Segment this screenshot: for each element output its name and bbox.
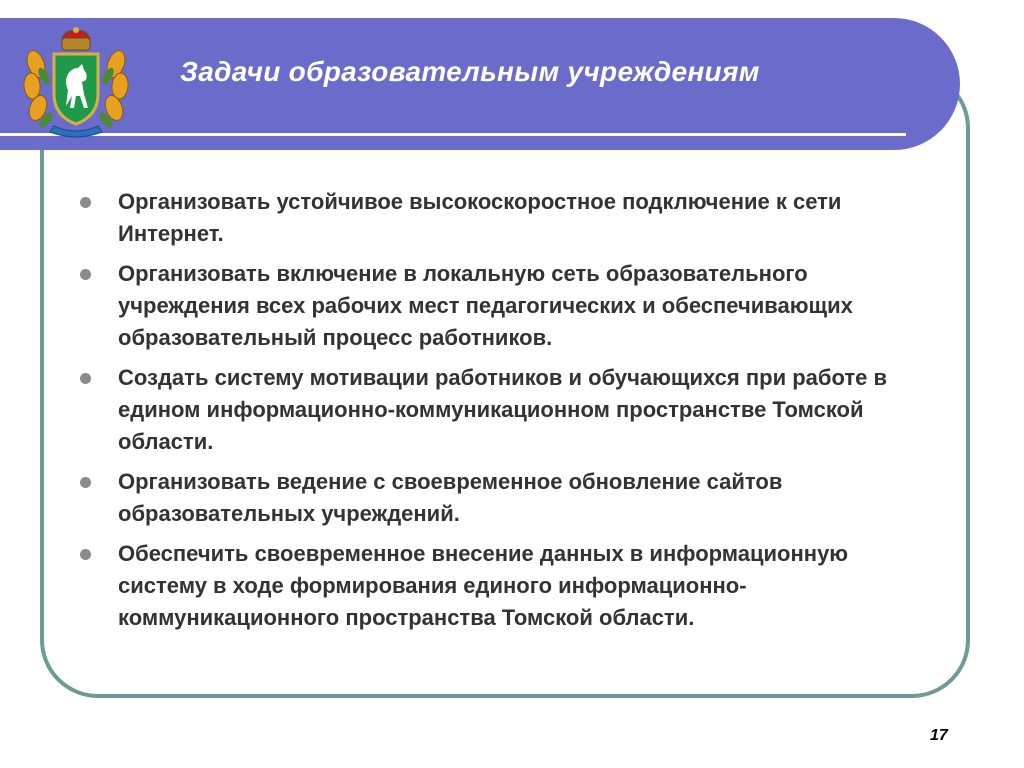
page-number: 17 — [930, 727, 948, 744]
list-item-text: Создать систему мотивации работников и обучающихся при работе в едином информационно-коммуникационном пространстве Томской области. — [118, 365, 888, 454]
list-item-text: Организовать включение в локальную сеть образовательного учреждения всех рабочих мест педагогических и обеспечивающих образовательный процесс работников. — [118, 261, 853, 350]
bullet-icon — [80, 477, 91, 488]
list-item — [78, 258, 938, 354]
list-item-text: Обеспечить своевременное внесение данных в информационную систему в ходе формирования единого информационно-коммуникационного пространства Томской области. — [118, 541, 849, 630]
bullet-icon — [80, 373, 91, 384]
list-item — [78, 186, 938, 250]
bullet-icon — [80, 197, 91, 208]
bullet-icon — [80, 269, 91, 280]
list-item — [78, 538, 938, 634]
list-item-text: Организовать устойчивое высокоскоростное подключение к сети Интернет. — [118, 189, 842, 246]
bullet-icon — [80, 549, 91, 560]
slide-title: Задачи образовательным учреждениям — [180, 56, 760, 87]
header-divider — [0, 133, 906, 136]
list-item-text: Организовать ведение с своевременное обновление сайтов образовательных учреждений. — [118, 469, 783, 526]
list-item — [78, 466, 938, 530]
task-list — [78, 186, 938, 642]
list-item — [78, 362, 938, 458]
tomsk-region-coat-of-arms-icon — [18, 24, 134, 140]
